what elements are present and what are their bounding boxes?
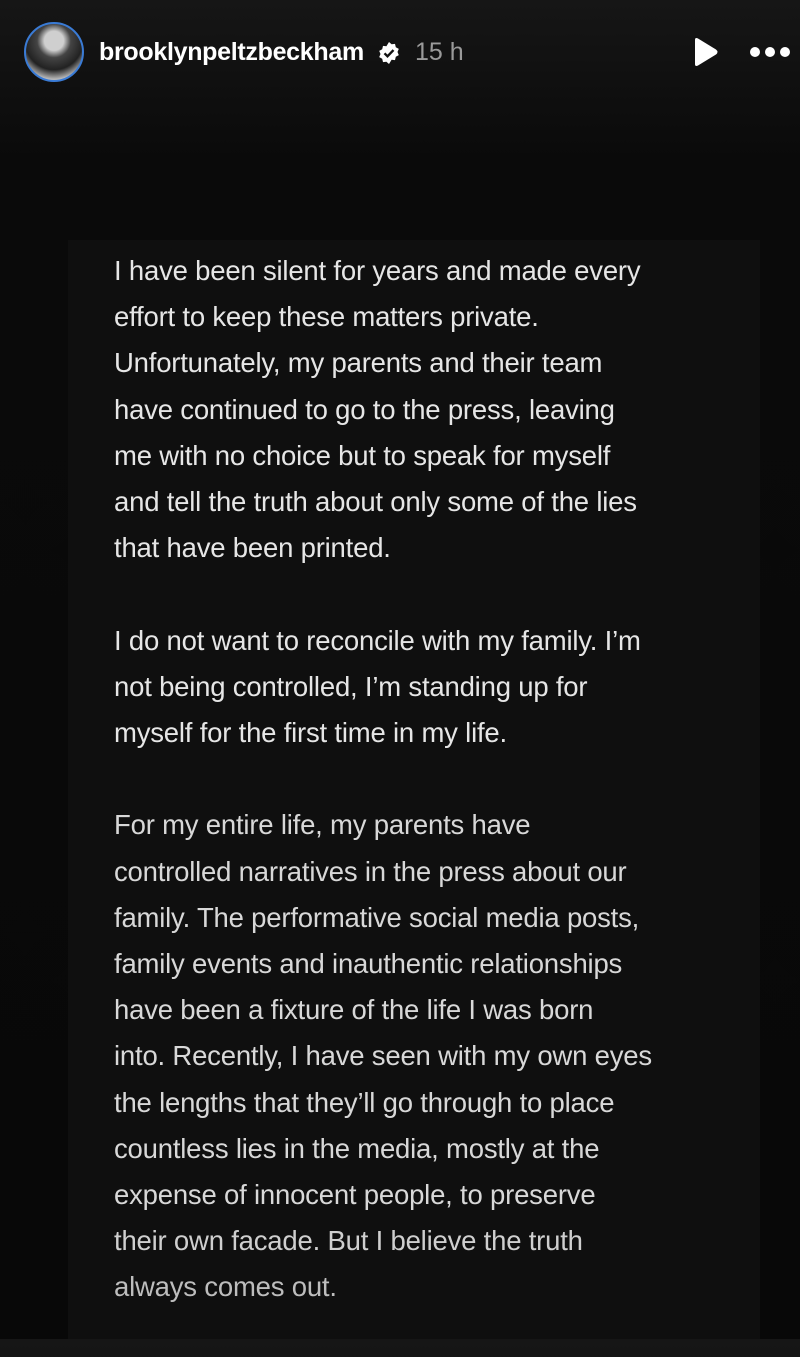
story-header <box>0 0 800 105</box>
text-line: the lengths that they’ll go through to place <box>114 1086 615 1118</box>
more-icon[interactable] <box>748 42 792 62</box>
text-line: always comes out. <box>114 1271 337 1303</box>
username[interactable]: brooklynpeltzbeckham <box>99 38 364 66</box>
text-line: have been a fixture of the life I was born <box>114 994 594 1026</box>
text-line: myself for the first time in my life. <box>114 717 507 749</box>
play-icon[interactable] <box>690 36 720 68</box>
post-time: 15 h <box>415 38 464 66</box>
text-line: countless lies in the media, mostly at the <box>114 1132 600 1164</box>
text-line: that have been printed. <box>114 532 391 564</box>
text-line: family. The performative social media posts, <box>114 901 640 933</box>
text-line: and tell the truth about only some of the lies <box>114 486 637 518</box>
text-line: into. Recently, I have seen with my own eyes <box>114 1040 652 1072</box>
text-line: family events and inauthentic relationships <box>114 948 623 980</box>
text-line: I have been silent for years and made every <box>114 255 641 286</box>
paragraph <box>114 618 734 757</box>
paragraph <box>114 802 734 1310</box>
text-line: not being controlled, I’m standing up for <box>114 670 588 702</box>
text-line: For my entire life, my parents have <box>114 809 531 841</box>
text-line: effort to keep these matters private. <box>114 301 539 333</box>
story-text <box>114 248 734 1357</box>
text-line: their own facade. But I believe the truth <box>114 1225 583 1257</box>
text-line: controlled narratives in the press about our <box>114 855 627 887</box>
text-line: me with no choice but to speak for myself <box>114 439 611 471</box>
verified-badge-icon <box>377 41 401 65</box>
text-line: I do not want to reconcile with my family. I’m <box>114 624 641 656</box>
text-line: have continued to go to the press, leaving <box>114 393 615 425</box>
text-line: expense of innocent people, to preserve <box>114 1179 596 1211</box>
paragraph <box>114 248 734 571</box>
text-line: Unfortunately, my parents and their team <box>114 347 603 379</box>
avatar[interactable] <box>24 22 84 82</box>
